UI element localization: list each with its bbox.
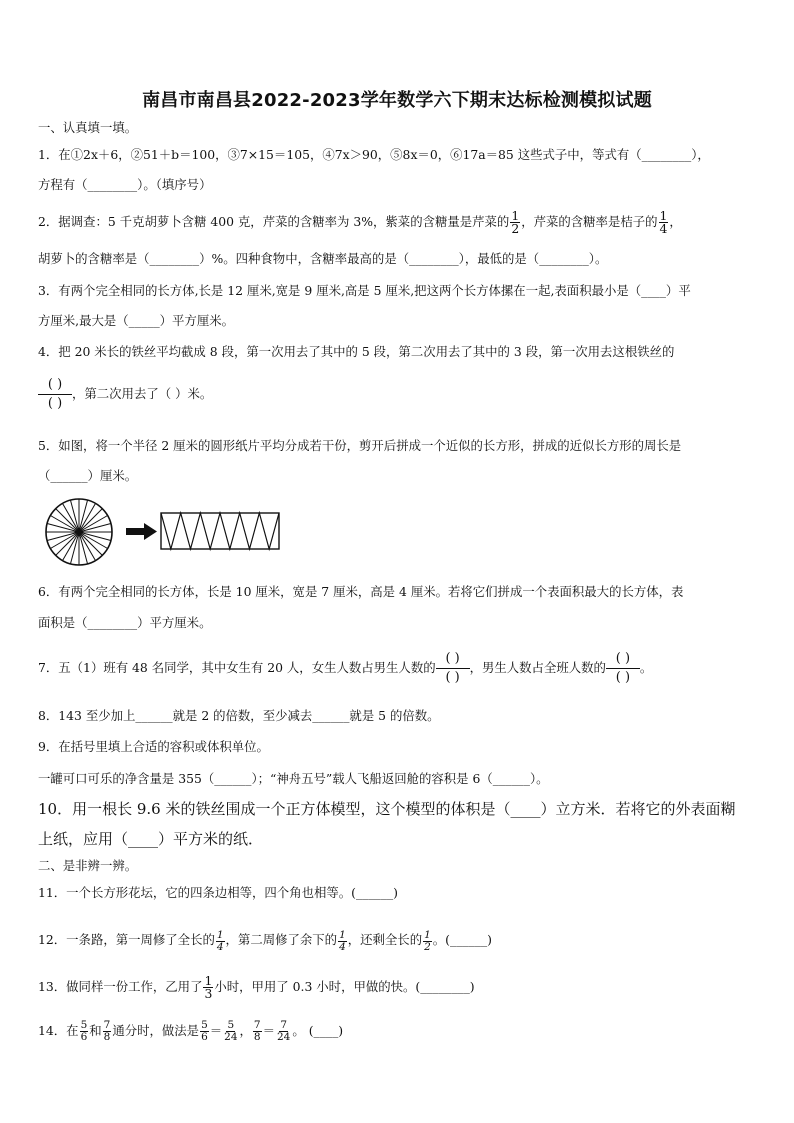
numerator: 1 [511,208,520,223]
fraction [338,930,347,953]
question-3-line-2: 方厘米,最大是（_____）平方厘米。 [38,313,234,328]
q4-text-b: ，第二次用去了（ ）米。 [72,386,213,401]
numerator: 1 [339,929,346,941]
numerator: 7 [280,1019,288,1031]
fraction [80,1020,89,1043]
fraction [423,930,432,953]
q2-text-c: ， [669,214,682,229]
q14-text-and: 和 [89,1023,102,1038]
denominator: ( ) [445,670,460,685]
numerator: 5 [227,1019,235,1031]
q14-text-b: 通分时，做法是 [112,1023,200,1038]
denominator: 4 [339,941,346,953]
numerator: ( ) [615,651,631,666]
divided-circle [46,499,112,565]
numerator: 1 [659,208,668,223]
question-9-line-2: 一罐可口可乐的净含量是 355（______）；“神舟五号”载人飞船返回舱的容积是 6（______）。 [38,771,549,786]
denominator: 8 [103,1031,111,1043]
blank-fraction [436,650,470,687]
arrow-icon [126,523,157,540]
q14-eq-1: ＝ [209,1023,223,1038]
numerator: 5 [201,1019,208,1031]
denominator: 24 [276,1031,291,1043]
question-1-line-1: 1．在①2x＋6，②51＋b＝100，③7×15＝105，④7x＞90，⑤8x＝0，⑥17a＝85 这些式子中，等式有（________）， [38,147,710,162]
question-6-line-1: 6．有两个完全相同的长方体，长是 10 厘米，宽是 7 厘米，高是 4 厘米。若将它们拼成一个表面积最大的长方体，表 [38,584,684,599]
denominator: 6 [201,1031,208,1043]
q12-text-b: ，第二周修了余下的 [225,932,338,947]
question-10-line-2: 上纸，应用（____）平方米的纸． [38,830,264,848]
numerator: ( ) [47,377,63,392]
question-5-line-2: （______）厘米。 [38,468,138,483]
q14-text-a: 14．在 [38,1023,79,1038]
q14-eq-2: ＝ [262,1023,275,1038]
section-heading: 一、认真填一填。 [38,120,138,135]
question-3-line-1: 3．有两个完全相同的长方体,长是 12 厘米,宽是 9 厘米,高是 5 厘米,把这两个长方体摞在一起,表面积最小是（____）平 [38,283,691,298]
q12-text-a: 12．一条路，第一周修了全长的 [38,932,215,947]
question-11: 11．一个长方形花坛，它的四条边相等，四个角也相等。(______) [38,885,398,900]
denominator: ( ) [47,396,63,411]
fraction [203,975,213,1000]
question-7-line [38,650,652,687]
question-6-line-2: 面积是（________）平方厘米。 [38,615,212,630]
question-14-line [38,1020,343,1043]
denominator: 8 [253,1031,261,1043]
q12-text-d: 。(______) [432,932,493,947]
denominator: 24 [224,1031,238,1043]
numerator: 1 [216,929,224,941]
q13-text-b: 小时，甲用了 0.3 小时，甲做的快。(________) [214,979,475,994]
q2-text-b: ，芹菜的含糖率是桔子的 [521,214,658,229]
question-4-line-2 [38,376,212,413]
fraction [216,930,225,953]
question-2-line-1 [38,210,682,235]
denominator: 6 [80,1031,88,1043]
question-4-line-1: 4．把 20 米长的铁丝平均截成 8 段，第一次用去了其中的 5 段，第二次用去了其中的 3 段，第一次用去这根铁丝的 [38,344,675,359]
q7-text-e: 。 [639,660,653,675]
question-12-line [38,930,492,953]
question-9-line-1: 9．在括号里填上合适的容积或体积单位。 [38,739,269,754]
page-title: 南昌市南昌县2022-2023学年数学六下期末达标检测模拟试题 [142,90,652,111]
fraction [659,210,669,235]
blank-fraction [606,650,640,687]
circle-to-rectangle-figure [44,496,294,572]
numerator: 1 [204,973,213,988]
q2-text-a: 2．据调查：5 千克胡萝卜含糖 400 克，芹菜的含糖率为 3%，紫菜的含糖量是芹菜的 [38,214,510,229]
numerator: 5 [80,1019,88,1031]
denominator: 4 [659,221,668,236]
numerator: 7 [253,1019,261,1031]
question-5-line-1: 5．如图，将一个半径 2 厘米的圆形纸片平均分成若干份，剪开后拼成一个近似的长方形，拼成的近似长方形的周长是 [38,438,682,453]
denominator: 2 [511,221,520,236]
q7-text-a: 7．五（1）班有 48 名同学，其中女生有 20 人，女生人数占男生人数的 [38,660,436,675]
section-heading: 二、是非辨一辨。 [38,858,138,873]
denominator: 2 [424,941,431,953]
question-1-line-2: 方程有（________）。（填序号） [38,177,212,192]
q7-text-m: ，男生人数占全班人数的 [469,660,606,675]
blank-fraction [38,376,72,413]
fraction [253,1020,262,1043]
denominator: ( ) [615,670,631,685]
q14-text-d: 。 (____) [292,1023,344,1038]
q14-text-c: ， [239,1023,252,1038]
fraction [276,1020,291,1043]
q12-text-c: ，还剩全长的 [347,932,423,947]
question-8: 8．143 至少加上______就是 2 的倍数，至少减去______就是 5 的倍数。 [38,708,440,723]
numerator: ( ) [445,651,460,666]
fraction [223,1020,238,1043]
fraction [200,1020,209,1043]
numerator: 1 [424,929,431,941]
denominator: 4 [216,941,224,953]
fraction [510,210,520,235]
q13-text-a: 13．做同样一份工作，乙用了 [38,979,203,994]
question-10-line-1: 10．用一根长 9.6 米的铁丝围成一个正方体模型，这个模型的体积是（____）立方米．若将它的外表面糊 [38,800,736,818]
approximate-rectangle [161,513,279,549]
denominator: 3 [204,986,213,1001]
fraction [103,1020,112,1043]
numerator: 7 [103,1019,111,1031]
question-2-line-2: 胡萝卜的含糖率是（________）%。四种食物中，含糖率最高的是（________），最低的是（________）。 [38,251,608,266]
question-13-line [38,975,475,1000]
